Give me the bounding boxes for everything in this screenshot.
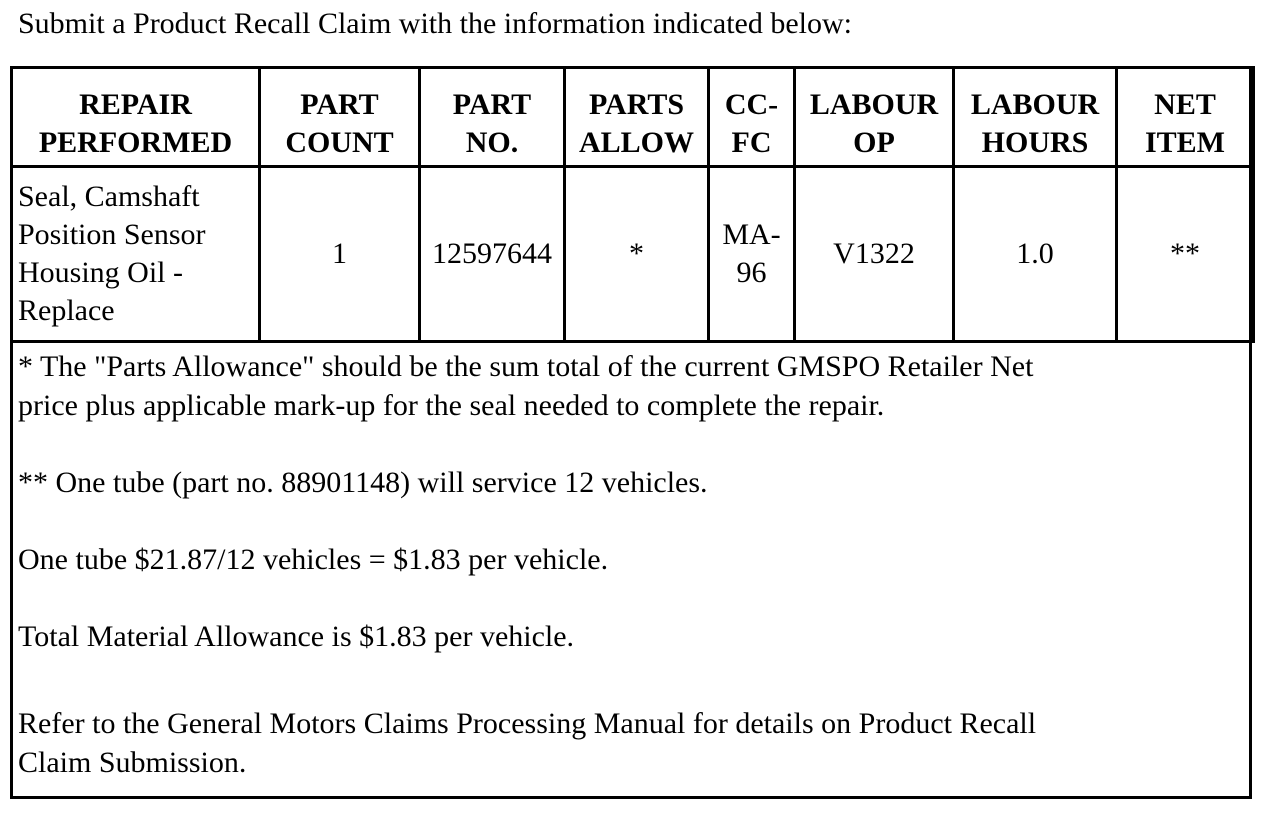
notes-section [18, 347, 1243, 779]
cell-part-count: 1 [260, 167, 420, 342]
note-tube-cost: One tube $21.87/12 vehicles = $1.83 per vehicle. [18, 543, 609, 576]
header-repair-performed: REPAIR PERFORMED [12, 68, 260, 167]
recall-claim-table [10, 66, 1255, 343]
header-labour-op: LABOUR OP [795, 68, 954, 167]
cell-part-no: 12597644 [420, 167, 565, 342]
cell-repair-performed: Seal, Camshaft Position Sensor Housing Oil - Replace [12, 167, 260, 342]
cell-labour-hours: 1.0 [954, 167, 1117, 342]
intro-text: Submit a Product Recall Claim with the information indicated below: [18, 7, 853, 40]
note-parts-allowance: * The "Parts Allowance" should be the sum total of the current GMSPO Retailer Net price plus applicable mark-up for the seal needed to complete the repair. [18, 350, 1034, 422]
header-part-count: PART COUNT [260, 68, 420, 167]
header-labour-hours: LABOUR HOURS [954, 68, 1117, 167]
header-parts-allow: PARTS ALLOW [565, 68, 709, 167]
cell-net-item: ** [1117, 167, 1254, 342]
header-net-item: NET ITEM [1117, 68, 1254, 167]
header-part-no: PART NO. [420, 68, 565, 167]
cell-parts-allow: * [565, 167, 709, 342]
note-refer-manual: Refer to the General Motors Claims Processing Manual for details on Product Recall Claim Submission. [18, 707, 1037, 779]
note-tube-service: ** One tube (part no. 88901148) will service 12 vehicles. [18, 466, 708, 499]
table-row [12, 167, 1254, 342]
cell-labour-op: V1322 [795, 167, 954, 342]
cell-cc-fc: MA- 96 [709, 167, 795, 342]
header-cc-fc: CC- FC [709, 68, 795, 167]
note-total-material: Total Material Allowance is $1.83 per vehicle. [18, 620, 575, 653]
table-header-row [12, 68, 1254, 167]
